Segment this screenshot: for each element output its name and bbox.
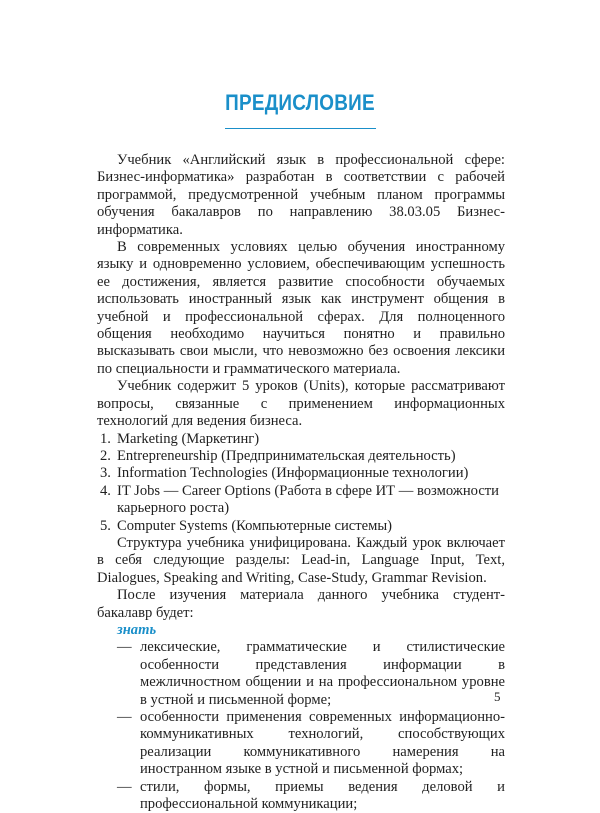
know-label: знать <box>117 621 157 638</box>
unit-title: Information Technologies (Информационные технологии) <box>117 465 469 482</box>
unit-title: Marketing (Маркетинг) <box>117 430 260 447</box>
unit-number: 4. <box>100 482 111 499</box>
know-item-text: лексические, грамматические и стилистические особенности представления информации в межличностном общении и на профессиональном уровне в устной и письменной форме; <box>140 639 505 708</box>
dash-marker: — <box>117 709 132 725</box>
dash-marker: — <box>117 639 132 656</box>
unit-number: 3. <box>100 465 111 482</box>
paragraph-structure: Структура учебника унифицирована. Каждый урок включает в себя следующие разделы: Lead-in, Language Input, Text, Dialogues, Speaking and Writing, Case-Study, Grammar Revision. <box>97 534 505 586</box>
unit-item <box>97 518 505 535</box>
unit-item <box>97 465 505 482</box>
unit-item <box>97 483 505 518</box>
know-item <box>97 779 505 813</box>
unit-title: Entrepreneurship (Предпринимательская деятельность) <box>117 447 456 464</box>
paragraph-intro: Учебник «Английский язык в профессиональной сфере: Бизнес-информатика» разработан в соответствии с рабочей программой, предусмотренной учебным планом программы обучения бакалавров по направлению 38.03.05 Бизнес-информатика. <box>97 152 505 238</box>
know-item-text: особенности применения современных информационно-коммуникативных технологий, способствующих реализации коммуникативного намерения на иностранном языке в устной и письменной формах; <box>140 709 505 778</box>
paragraph-units-intro: Учебник содержит 5 уроков (Units), которые рассматривают вопросы, связанные с применением информационных технологий для ведения бизнеса. <box>97 378 505 430</box>
know-list <box>97 639 505 813</box>
dash-marker: — <box>117 778 132 795</box>
unit-number: 5. <box>100 517 111 534</box>
unit-title: Computer Systems (Компьютерные системы) <box>117 517 393 534</box>
paragraph-goals: В современных условиях целью обучения иностранному языку и одновременно условием, обеспечивающим успешность ее достижения, является развитие способности обучаемых использовать иностранный язык как инструмент общения в учебной и профессиональной сферах. Для полноценного общения необходимо научиться понятно и правильно высказывать свои мысли, что невозможно без освоения лексики по специальности и грамматического материала. <box>97 239 505 377</box>
know-item <box>97 709 505 779</box>
unit-item <box>97 431 505 448</box>
unit-number: 1. <box>100 430 111 447</box>
preface-body <box>97 152 505 813</box>
unit-title: IT Jobs — Career Options (Работа в сфере ИТ — возможности карьерного роста) <box>117 482 499 517</box>
title-underline <box>225 128 376 129</box>
units-list <box>97 431 505 535</box>
paragraph-outcomes: После изучения материала данного учебника студент-бакалавр будет: <box>97 587 505 621</box>
page-title: ПРЕДИСЛОВИЕ <box>225 90 375 115</box>
know-item-text: стили, формы, приемы ведения деловой и профессиональной коммуникации; <box>140 778 505 813</box>
know-item <box>97 639 505 709</box>
page-number: 5 <box>494 689 501 704</box>
unit-item <box>97 448 505 465</box>
unit-number: 2. <box>100 447 111 464</box>
